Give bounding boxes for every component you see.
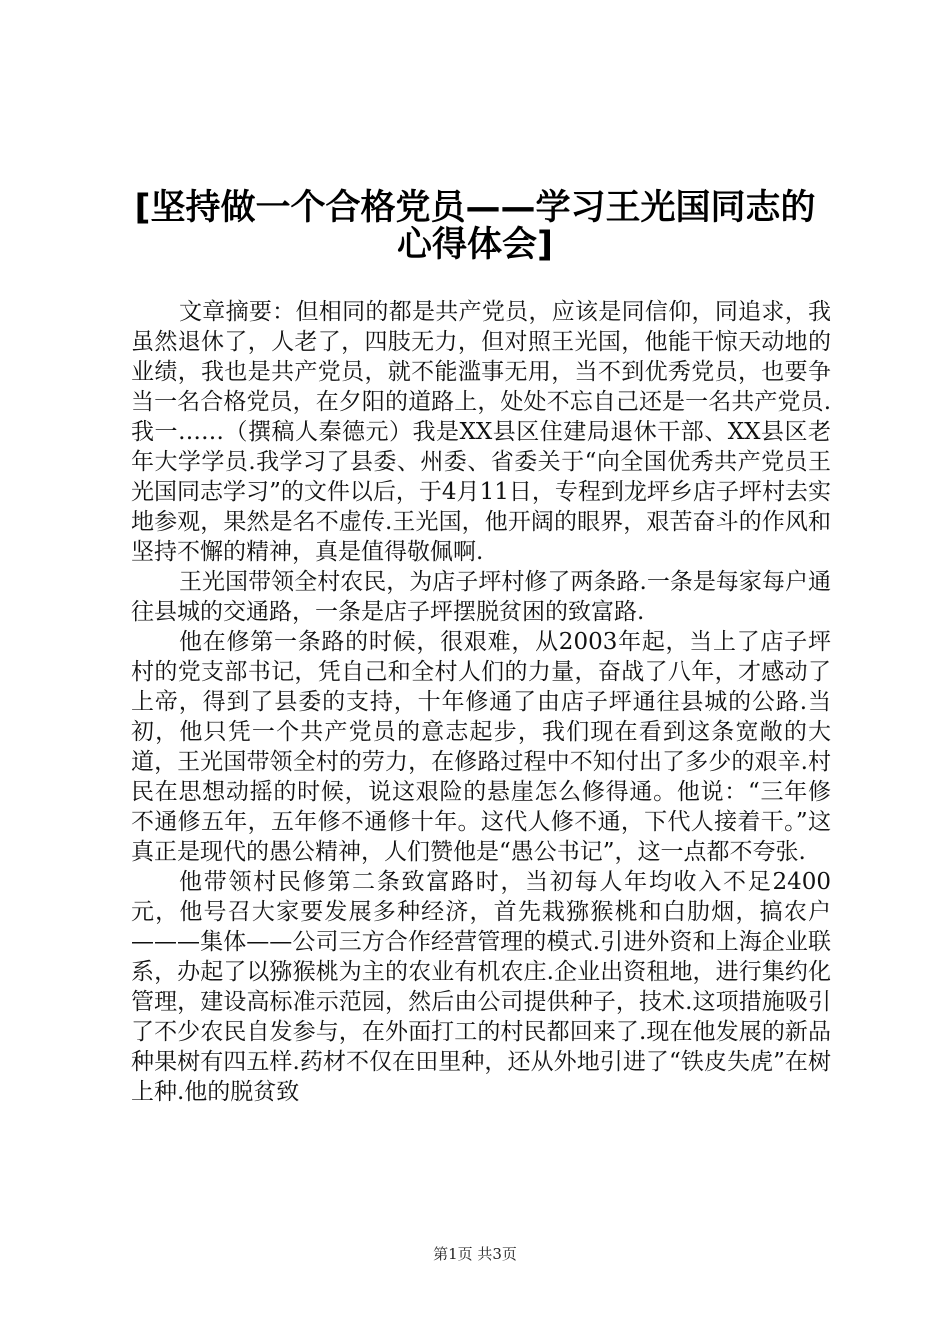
document-title-line-2: 心得体会] [397, 225, 553, 265]
page-footer: 第1页 共3页 [433, 1245, 517, 1263]
paragraph-second-road: 他带领村民修第二条致富路时，当初每人年均收入不足2400元，他号召大家要发展多种经济，首先栽猕猴桃和白肋烟，搞农户———集体——公司三方合作经营管理的模式.引进外资和上海企业联系，办起了以猕猴桃为主的农业有机农庄.企业出资租地，进行集约化管理，建设高标准示范园，然后由公司提供种子，技术.这项措施吸引了不少农民自发参与，在外面打工的村民都回来了.现在他发展的新品种果树有四五样.药材不仅在田里种，还从外地引进了“铁皮失虎”在树上种.他的脱贫致 [131, 869, 831, 1105]
document-body [131, 297, 831, 1107]
paragraph-first-road: 他在修第一条路的时候，很艰难，从2003年起，当上了店子坪村的党支部书记，凭自己和全村人们的力量，奋战了八年，才感动了上帝，得到了县委的支持，十年修通了由店子坪通往县城的公路.当初，他只凭一个共产党员的意志起步，我们现在看到这条宽敞的大道，王光国带领全村的劳力，在修路过程中不知付出了多少的艰辛.村民在思想动摇的时候，说这艰险的悬崖怎么修得通。他说：“三年修不通修五年，五年修不通修十年。这代人修不通，下代人接着干。”这真正是现代的愚公精神，人们赞他是“愚公书记”，这一点都不夸张. [131, 629, 831, 865]
paragraph-abstract: 文章摘要：但相同的都是共产党员，应该是同信仰，同追求，我虽然退休了，人老了，四肢无力，但对照王光国，他能干惊天动地的业绩，我也是共产党员，就不能滥事无用，当不到优秀党员，也要争当一名合格党员，在夕阳的道路上，处处不忘自己还是一名共产党员.我一……（撰稿人秦德元）我是XX县区住建局退休干部、XX县区老年大学学员.我学习了县委、州委、省委关于“向全国优秀共产党员王光国同志学习”的文件以后，于4月11日，专程到龙坪乡店子坪村去实地参观，果然是名不虚传.王光国，他开阔的眼界，艰苦奋斗的作风和坚持不懈的精神，真是值得敬佩啊. [131, 299, 831, 565]
paragraph-two-roads: 王光国带领全村农民，为店子坪村修了两条路.一条是每家每户通往县城的交通路，一条是店子坪摆脱贫困的致富路. [131, 569, 831, 625]
document-title-line-1: [坚持做一个合格党员——学习王光国同志的 [134, 188, 816, 228]
